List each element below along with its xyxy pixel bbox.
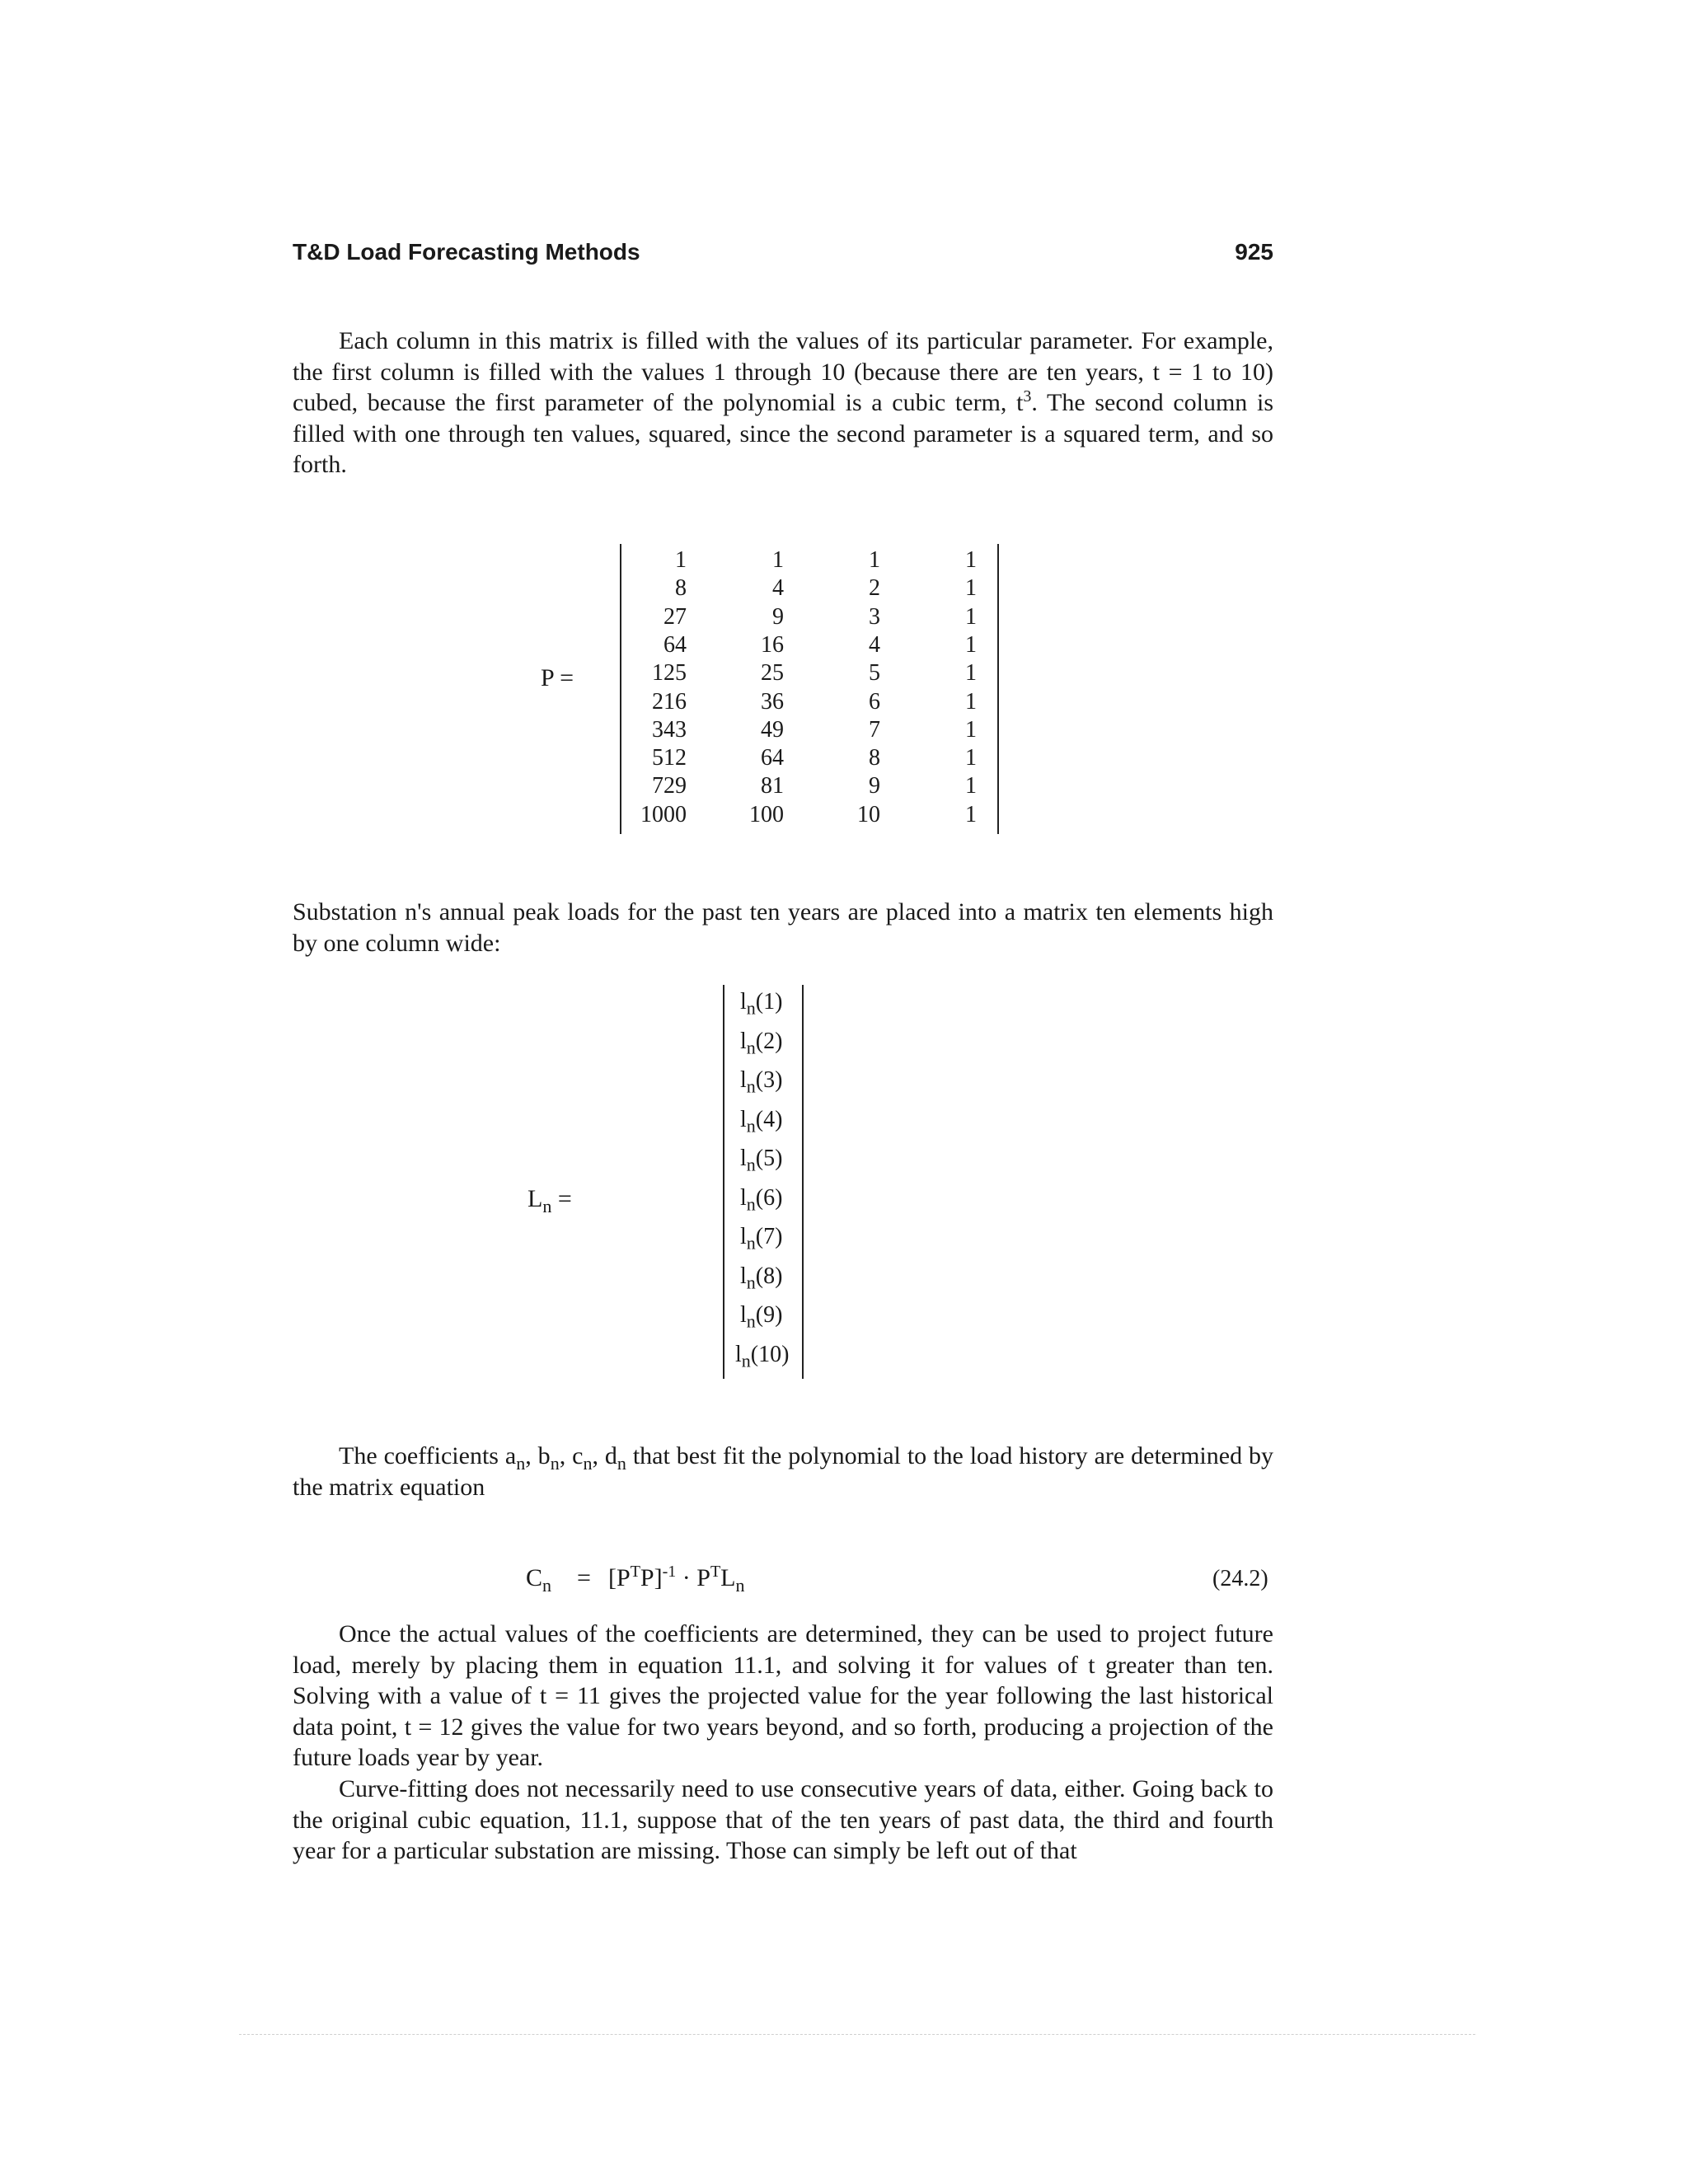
matrix-p-cell: 64 — [761, 745, 784, 771]
matrix-p-cell: 1 — [869, 547, 880, 573]
matrix-p-cell: 36 — [761, 688, 784, 715]
matrix-p-cell: 5 — [869, 660, 880, 687]
coef-sub-d: n — [617, 1453, 626, 1474]
matrix-l-cell-arg: (1) — [755, 989, 783, 1015]
matrix-l-cell-arg: (10) — [750, 1341, 790, 1367]
header-title: T&D Load Forecasting Methods — [293, 239, 640, 265]
matrix-l-cell-arg: (5) — [755, 1146, 783, 1171]
matrix-p-cell: 1 — [965, 688, 977, 715]
intro-text-1: Each column in this matrix is filled with the values of its particular parameter. For example, the first column is filled with the values 1 through 10 (because there are ten years, t = 1 to 10) cubed, because the first parameter of the polynomial is a cubic term, t — [293, 327, 1273, 416]
matrix-l-cell-sub: n — [741, 1350, 751, 1371]
matrix-p-cell: 2 — [869, 575, 880, 602]
matrix-l-cell-arg: (8) — [755, 1263, 783, 1289]
matrix-p-cell: 6 — [869, 688, 880, 715]
matrix-l-cell-base: l — [740, 1184, 747, 1211]
coef-text-5: that best fit the polynomial to the load history are determined by the matrix equation — [293, 1442, 1274, 1501]
equation-number: (24.2) — [1212, 1566, 1268, 1591]
eq-lhs-c: C — [526, 1564, 543, 1591]
matrix-p-cell: 729 — [652, 773, 687, 799]
matrix-p-cell: 8 — [675, 575, 687, 602]
matrix-l-left-bar — [723, 985, 724, 1379]
matrix-p-cell: 9 — [772, 603, 784, 630]
matrix-l-cell-sub: n — [746, 1076, 756, 1097]
matrix-p-cell: 1 — [965, 801, 977, 827]
page-number: 925 — [1235, 239, 1273, 265]
eq-p2: P] — [640, 1564, 663, 1591]
matrix-p-cell: 1 — [965, 603, 977, 630]
matrix-p-cell: 1000 — [640, 801, 687, 827]
curve-fitting-paragraph: Curve-fitting does not necessarily need to use consecutive years of data, either. Going back to the original cubic equation, 11.1, suppose that of the ten years of past data, the third and fourth year for a particular substation are missing. Those can simply be left out of that — [293, 1775, 1273, 1864]
matrix-p-cell: 512 — [652, 745, 687, 771]
matrix-p-cell: 8 — [869, 745, 880, 771]
intro-paragraph — [293, 326, 1273, 480]
matrix-p-cell: 9 — [869, 773, 880, 799]
matrix-l-cell-base: l — [740, 989, 747, 1015]
matrix-p-cell: 1 — [965, 575, 977, 602]
matrix-p-cell: 100 — [749, 801, 784, 827]
matrix-p-cell: 1 — [675, 547, 687, 573]
matrix-p-cell: 1 — [965, 547, 977, 573]
matrix-p-cell: 216 — [652, 688, 687, 715]
equation-equals: = — [577, 1564, 591, 1591]
matrix-l-cell-sub: n — [746, 1310, 756, 1332]
matrix-p-right-bar — [997, 544, 999, 834]
coefficients-paragraph — [293, 1441, 1273, 1502]
matrix-p-cell: 1 — [965, 660, 977, 687]
matrix-l-cell — [740, 1146, 783, 1175]
eq-dot: · P — [676, 1564, 710, 1591]
matrix-p-cell: 1 — [965, 745, 977, 771]
eq-l: L — [720, 1564, 736, 1591]
matrix-l-cell-base: l — [740, 1224, 747, 1249]
matrix-p-cell: 64 — [663, 631, 687, 658]
eq-t1: T — [630, 1563, 640, 1581]
matrix-p-cell: 16 — [761, 631, 784, 658]
matrix-l-cell — [735, 1341, 790, 1371]
matrix-l-cell-base: l — [740, 1067, 747, 1093]
coef-text-4: , d — [592, 1442, 617, 1469]
matrix-l-label-base: L — [528, 1185, 543, 1212]
coef-sub-c: n — [583, 1453, 593, 1474]
matrix-l-cell — [740, 1263, 783, 1293]
coef-sub-a: n — [516, 1453, 526, 1474]
matrix-l-cell-base: l — [740, 1028, 747, 1054]
matrix-p-cell: 1 — [772, 547, 784, 573]
matrix-l-label — [528, 1185, 572, 1216]
equation-lhs — [526, 1564, 552, 1596]
matrix-p-cell: 3 — [869, 603, 880, 630]
matrix-l-label-eq: = — [551, 1185, 572, 1212]
matrix-p-cell: 1 — [965, 716, 977, 743]
coef-sub-b: n — [550, 1453, 560, 1474]
eq-lhs-sub: n — [542, 1575, 552, 1596]
matrix-p-cell: 343 — [652, 716, 687, 743]
coef-text-2: , b — [525, 1442, 551, 1469]
matrix-l-cell-arg: (4) — [755, 1106, 783, 1132]
matrix-l-cell-sub: n — [746, 1193, 756, 1215]
matrix-p-cell: 25 — [761, 660, 784, 687]
substation-paragraph: Substation n's annual peak loads for the past ten years are placed into a matrix ten elements high by one column wide: — [293, 898, 1273, 957]
matrix-l-cell-base: l — [740, 1146, 747, 1171]
matrix-p-cell: 1 — [965, 631, 977, 658]
matrix-l-cell — [740, 1184, 783, 1215]
matrix-l-cell — [740, 1028, 783, 1058]
matrix-l-cell-arg: (7) — [755, 1224, 783, 1249]
intro-text-2: . The second column is filled with one through ten values, squared, since the second parameter is a squared term, and so forth. — [293, 389, 1273, 478]
matrix-l-label-sub: n — [542, 1196, 552, 1216]
matrix-l-cell-sub: n — [746, 1037, 756, 1058]
equation-rhs — [608, 1563, 745, 1596]
matrix-l-cell-sub: n — [746, 997, 756, 1019]
matrix-l-cell — [740, 989, 783, 1019]
matrix-l-cell-arg: (2) — [755, 1028, 783, 1054]
eq-p1: [P — [608, 1564, 631, 1591]
matrix-p-cell: 4 — [772, 575, 784, 602]
matrix-p-cell: 81 — [761, 773, 784, 799]
eq-l-sub: n — [735, 1575, 745, 1596]
matrix-l-cell-arg: (6) — [755, 1184, 783, 1211]
eq-t2: T — [710, 1563, 721, 1581]
matrix-l-cell-sub: n — [746, 1232, 756, 1254]
matrix-p-cell: 7 — [869, 716, 880, 743]
matrix-l-right-bar — [802, 985, 804, 1379]
coef-text-1: The coefficients a — [339, 1442, 517, 1469]
matrix-p-label: P = — [541, 664, 574, 691]
matrix-l-cell-base: l — [740, 1106, 747, 1132]
matrix-l-cell — [740, 1106, 783, 1137]
coef-text-3: , c — [559, 1442, 584, 1469]
running-header — [293, 239, 1273, 272]
matrix-l-cell — [740, 1302, 783, 1332]
matrix-l-cell-arg: (3) — [755, 1067, 783, 1093]
scan-artifact-line — [239, 2034, 1475, 2035]
matrix-l-cell-base: l — [740, 1263, 747, 1289]
intro-superscript: 3 — [1023, 387, 1032, 405]
matrix-l-cell-sub: n — [746, 1154, 756, 1175]
matrix-l-cell — [740, 1067, 783, 1097]
matrix-p-cell: 4 — [869, 631, 880, 658]
matrix-p-cell: 27 — [663, 603, 687, 630]
matrix-l-cell — [740, 1224, 783, 1254]
matrix-p-cell: 125 — [652, 660, 687, 687]
matrix-p-cell: 1 — [965, 773, 977, 799]
matrix-l-cell-sub: n — [746, 1272, 756, 1293]
eq-inverse: -1 — [662, 1563, 677, 1581]
matrix-l-cell-arg: (9) — [755, 1302, 783, 1328]
matrix-p-cell: 49 — [761, 716, 784, 743]
projection-paragraph: Once the actual values of the coefficients are determined, they can be used to project future load, merely by placing them in equation 11.1, and solving it for values of t greater than ten. Solving with a value of t = 11 gives the projected value for the year following the last historical data point, t = 12 gives the value for two years beyond, and so forth, producing a projection of the future loads year by year. — [293, 1620, 1273, 1771]
matrix-l-cell-sub: n — [746, 1115, 756, 1137]
matrix-p-cell: 10 — [857, 801, 880, 827]
matrix-l-cell-base: l — [735, 1341, 742, 1367]
matrix-l-cell-base: l — [740, 1302, 747, 1328]
